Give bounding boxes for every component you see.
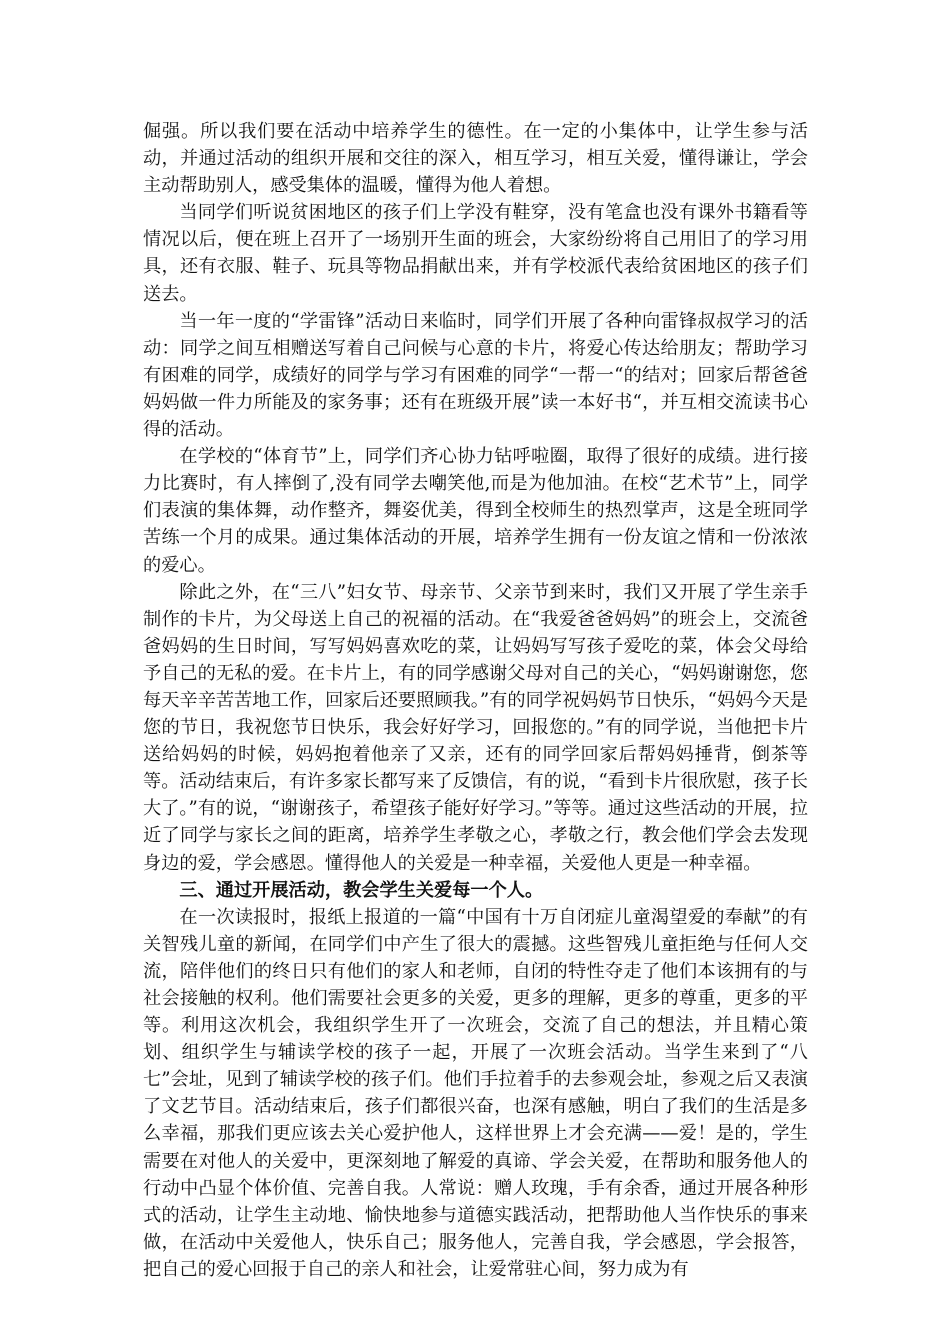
paragraph-sports-festival: 在学校的“体育节”上，同学们齐心协力钻呼啦圈，取得了很好的成绩。进行接力比赛时，有人摔倒了,没有同学去嘲笑他,而是为他加油。在校“艺术节”上，同学们表演的集体舞，动作整齐，舞姿优美，得到全校师生的热烈掌声，这是全班同学苦练一个月的成果。通过集体活动的开展，培养学生拥有一份友谊之情和一份浓浓的爱心。 (143, 446, 808, 576)
paragraph-parents-cards: 除此之外，在“三八”妇女节、母亲节、父亲节到来时，我们又开展了学生亲手制作的卡片，为父母送上自己的祝福的活动。在“我爱爸爸妈妈”的班会上，交流爸爸妈妈的生日时间，写写妈妈喜欢吃的菜，让妈妈写写孩子爱吃的菜，体会父母给予自己的无私的爱。在卡片上，有的同学感谢父母对自己的关心，“妈妈谢谢您，您每天辛辛苦苦地工作，回家后还要照顾我。”有的同学祝妈妈节日快乐，“妈妈今天是您的节日，我祝您节日快乐，我会好好学习，回报您的。”有的同学说，当他把卡片送给妈妈的时候，妈妈抱着他亲了又亲，还有的同学回家后帮妈妈捶背，倒茶等等。活动结束后，有许多家长都写来了反馈信，有的说，“看到卡片很欣慰，孩子长大了。”有的说，“谢谢孩子，希望孩子能好好学习。”等等。通过这些活动的开展，拉近了同学与家长之间的距离，培养学生孝敬之心，孝敬之行，教会他们学会去发现身边的爱，学会感恩。懂得他人的关爱是一种幸福，关爱他人更是一种幸福。 (143, 581, 808, 874)
document-page (143, 118, 808, 1283)
paragraph-continued: 倔强。所以我们要在活动中培养学生的德性。在一定的小集体中，让学生参与活动，并通过活动的组织开展和交往的深入，相互学习，相互关爱，懂得谦让，学会主动帮助别人，感受集体的温暖，懂得为他人着想。 (143, 121, 808, 197)
paragraph-learn-from-leifeng: 当一年一度的“学雷锋”活动日来临时，同学们开展了各种向雷锋叔叔学习的活动：同学之间互相赠送写着自己问候与心意的卡片，将爱心传达给朋友；帮助学习有困难的同学，成绩好的同学与学习有困难的同学“一帮一“的结对；回家后帮爸爸妈妈做一件力所能及的家务事；还有在班级开展”读一本好书“，并互相交流读书心得的活动。 (143, 310, 808, 441)
paragraph-autism-news: 在一次读报时，报纸上报道的一篇“中国有十万自闭症儿童渴望爱的奉献”的有关智残儿童的新闻，在同学们中产生了很大的震撼。这些智残儿童拒绝与任何人交流，陪伴他们的终日只有他们的家人和老师，自闭的特性夺走了他们本该拥有的与社会接触的权利。他们需要社会更多的关爱，更多的理解，更多的尊重，更多的平等。利用这次机会，我组织学生开了一次班会，交流了自己的想法，并且精心策划、组织学生与辅读学校的孩子一起，开展了一次班会活动。当学生来到了“八七”会址，见到了辅读学校的孩子们。他们手拉着手的去参观会址，参观之后又表演了文艺节目。活动结束后，孩子们都很兴奋，也深有感触，明白了我们的生活是多么幸福，那我们更应该去关心爱护他人，这样世界上才会充满——爱！是的，学生需要在对他人的关爱中，更深刻地了解爱的真谛、学会关爱，在帮助和服务他人的行动中凸显个体价值、完善自我。人常说：赠人玫瑰，手有余香，通过开展各种形式的活动，让学生主动地、愉快地参与道德实践活动，把帮助他人当作快乐的事来做，在活动中关爱他人，快乐自己；服务他人，完善自我，学会感恩，学会报答，把自己的爱心回报于自己的亲人和社会，让爱常驻心间，努力成为有 (143, 906, 808, 1280)
section-heading-3: 三、通过开展活动，教会学生关爱每一个人。 (179, 879, 544, 901)
paragraph-donation: 当同学们听说贫困地区的孩子们上学没有鞋穿，没有笔盒也没有课外书籍看等情况以后，便在班上召开了一场别开生面的班会，大家纷纷将自己用旧了的学习用具，还有衣服、鞋子、玩具等物品捐献出来，并有学校派代表给贫困地区的孩子们送去。 (143, 202, 808, 305)
